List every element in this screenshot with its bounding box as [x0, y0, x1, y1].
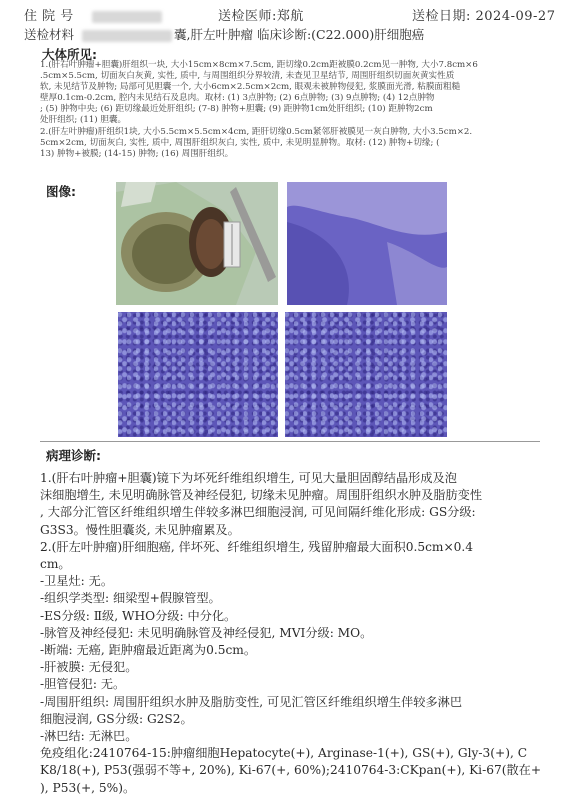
diagnosis-line: -淋巴结: 无淋巴。	[40, 729, 138, 744]
diagnosis-line: -ES分级: Ⅱ级, WHO分级: 中分化。	[40, 608, 237, 623]
diagnosis-line: -脉管及神经侵犯: 未见明确脉管及神经侵犯, MVI分级: MO。	[40, 625, 373, 640]
report-header-row-1	[0, 0, 571, 22]
diagnosis-line: -断端: 无癌, 距肿瘤最近距离为0.5cm。	[40, 643, 257, 658]
specimen-text: 囊,肝左叶肿瘤 临床诊断:(C22.000)肝细胞癌	[174, 27, 425, 42]
doctor-label: 送检医师:郑航	[218, 9, 304, 24]
gross-line: 5cm×2cm, 切面灰白, 实性, 质中, 周围肝组织灰白, 实性, 质中, 未见明显肿物。取材: (12) 肿物+切缘; (	[40, 137, 440, 148]
diagnosis-line: 免疫组化:2410764-15:肿瘤细胞Hepatocyte(+), Arginase-1(+), GS(+), Gly-3(+), C	[40, 746, 528, 761]
diagnosis-line: 1.(肝右叶肿瘤+胆囊)镜下为坏死纤维组织增生, 可见大量胆固醇结晶形成及泡	[40, 471, 457, 485]
diagnosis-line: -胆管侵犯: 无。	[40, 677, 126, 692]
report-header-row-2	[0, 22, 571, 42]
gross-line: 处肝组织; (11) 胆囊。	[40, 115, 127, 126]
micrograph-2	[118, 312, 278, 437]
gross-line: 2.(肝左叶肿瘤)肝组织1块, 大小5.5cm×5.5cm×4cm, 距肝切缘0.5cm紧邻肝被膜见一灰白肿物, 大小3.5cm×2.	[40, 126, 473, 137]
hospital-no-label: 住 院 号	[24, 9, 74, 24]
gross-line: 壁厚0.1cm-0.2cm, 腔内未见结石及息肉。取材: (1) 3点肿物; (2) 6点肿物; (3) 9点肿物; (4) 12点肿物	[40, 93, 435, 104]
diagnosis-line: cm。	[40, 557, 71, 572]
gross-line: 软, 未见结节及肿物; 局部可见胆囊一个, 大小6cm×2.5cm×2cm, 眼观未被肿物侵犯, 浆膜面光滑, 粘膜面粗糙	[40, 82, 461, 93]
image-title: 图像:	[46, 184, 76, 199]
diagnosis-line: 沫细胞增生, 未见明确脉管及神经侵犯, 切缘未见肿瘤。周围肝组织水肿及脂肪变性	[40, 488, 483, 503]
diagnosis-line: -肝被膜: 无侵犯。	[40, 660, 138, 675]
section-divider	[40, 441, 540, 442]
gross-line: 1.(肝右叶肿瘤+胆囊)肝组织一块, 大小15cm×8cm×7.5cm, 距切缘0.2cm距被膜0.2cm见一肿物, 大小7.8cm×6	[40, 60, 478, 70]
gross-line: ; (5) 肿物中央; (6) 距切缘最近处肝组织; (7-8) 肿物+胆囊; (9) 距肿物1cm处肝组织; (10) 距肿物2cm	[40, 104, 433, 115]
gross-line: 13) 肿物+被膜; (14-15) 肿物; (16) 周围肝组织。	[40, 148, 234, 159]
diagnosis-line: -组织学类型: 细梁型+假腺管型。	[40, 591, 221, 606]
date-label: 送检日期: 2024-09-27	[412, 9, 556, 24]
micrograph-3	[285, 312, 447, 437]
gross-title: 大体所见:	[42, 47, 97, 62]
diagnosis-line: 细胞浸润, GS分级: G2S2。	[40, 711, 193, 726]
diagnosis-line: -周围肝组织: 周围肝组织水肿及脂肪变性, 可见汇管区纤维组织增生伴较多淋巴	[40, 694, 463, 709]
diagnosis-line: 2.(肝左叶肿瘤)肝细胞癌, 伴坏死、纤维组织增生, 残留肿瘤最大面积0.5cm×0.4	[40, 539, 474, 554]
diagnosis-line: K8/18(+), P53(强弱不等+, 20%), Ki-67(+, 60%);2410764-3:CKpan(+), Ki-67(散在+	[40, 763, 542, 778]
diagnosis-title: 病理诊断:	[46, 448, 101, 463]
gross-line: .5cm×5.5cm, 切面灰白灰黄, 实性, 质中, 与周围组织分界较清, 未查见卫星结节, 周围肝组织切面灰黄实性质	[40, 71, 455, 82]
specimen-label: 送检材料	[24, 27, 75, 42]
diagnosis-line: ), P53(+, 5%)。	[40, 780, 136, 795]
diagnosis-line: G3S3。慢性胆囊炎, 未见肿瘤累及。	[40, 522, 240, 537]
micrograph-1	[287, 182, 447, 305]
gross-description	[40, 60, 540, 160]
diagnosis-line: , 大部分汇管区纤维组织增生伴较多淋巴细胞浸润, 可见间隔纤维化形成: GS分级:	[40, 505, 476, 520]
pathology-diagnosis	[40, 470, 542, 797]
diagnosis-line: -卫星灶: 无。	[40, 574, 114, 589]
specimen-photo	[116, 182, 278, 305]
